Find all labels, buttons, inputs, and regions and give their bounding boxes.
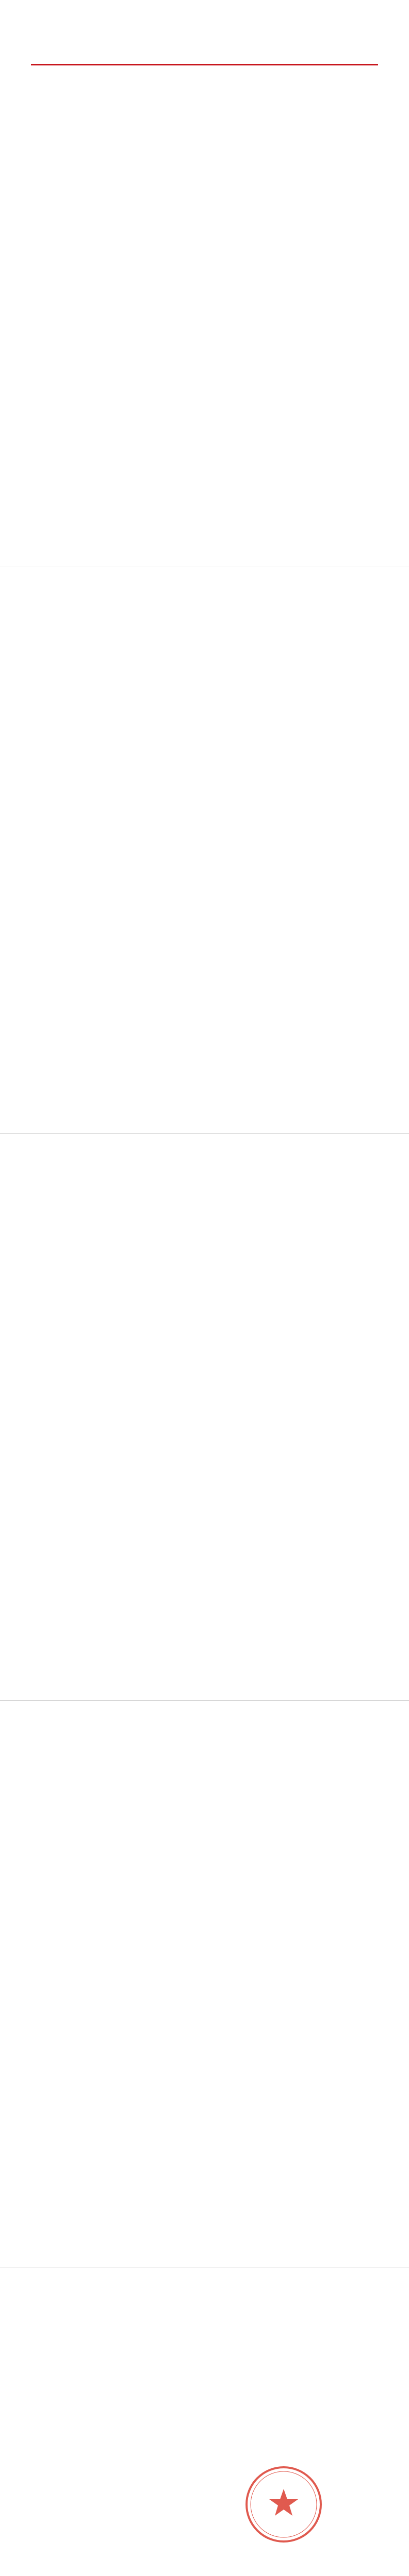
- page-2: [0, 567, 409, 1133]
- issuer-header-title: [31, 31, 378, 58]
- page-3: [0, 1133, 409, 1700]
- page-1: [0, 0, 409, 567]
- page-4: [0, 1700, 409, 2267]
- page-5: [0, 2267, 409, 2576]
- official-seal-icon: [242, 2463, 325, 2546]
- document-header: [31, 27, 378, 65]
